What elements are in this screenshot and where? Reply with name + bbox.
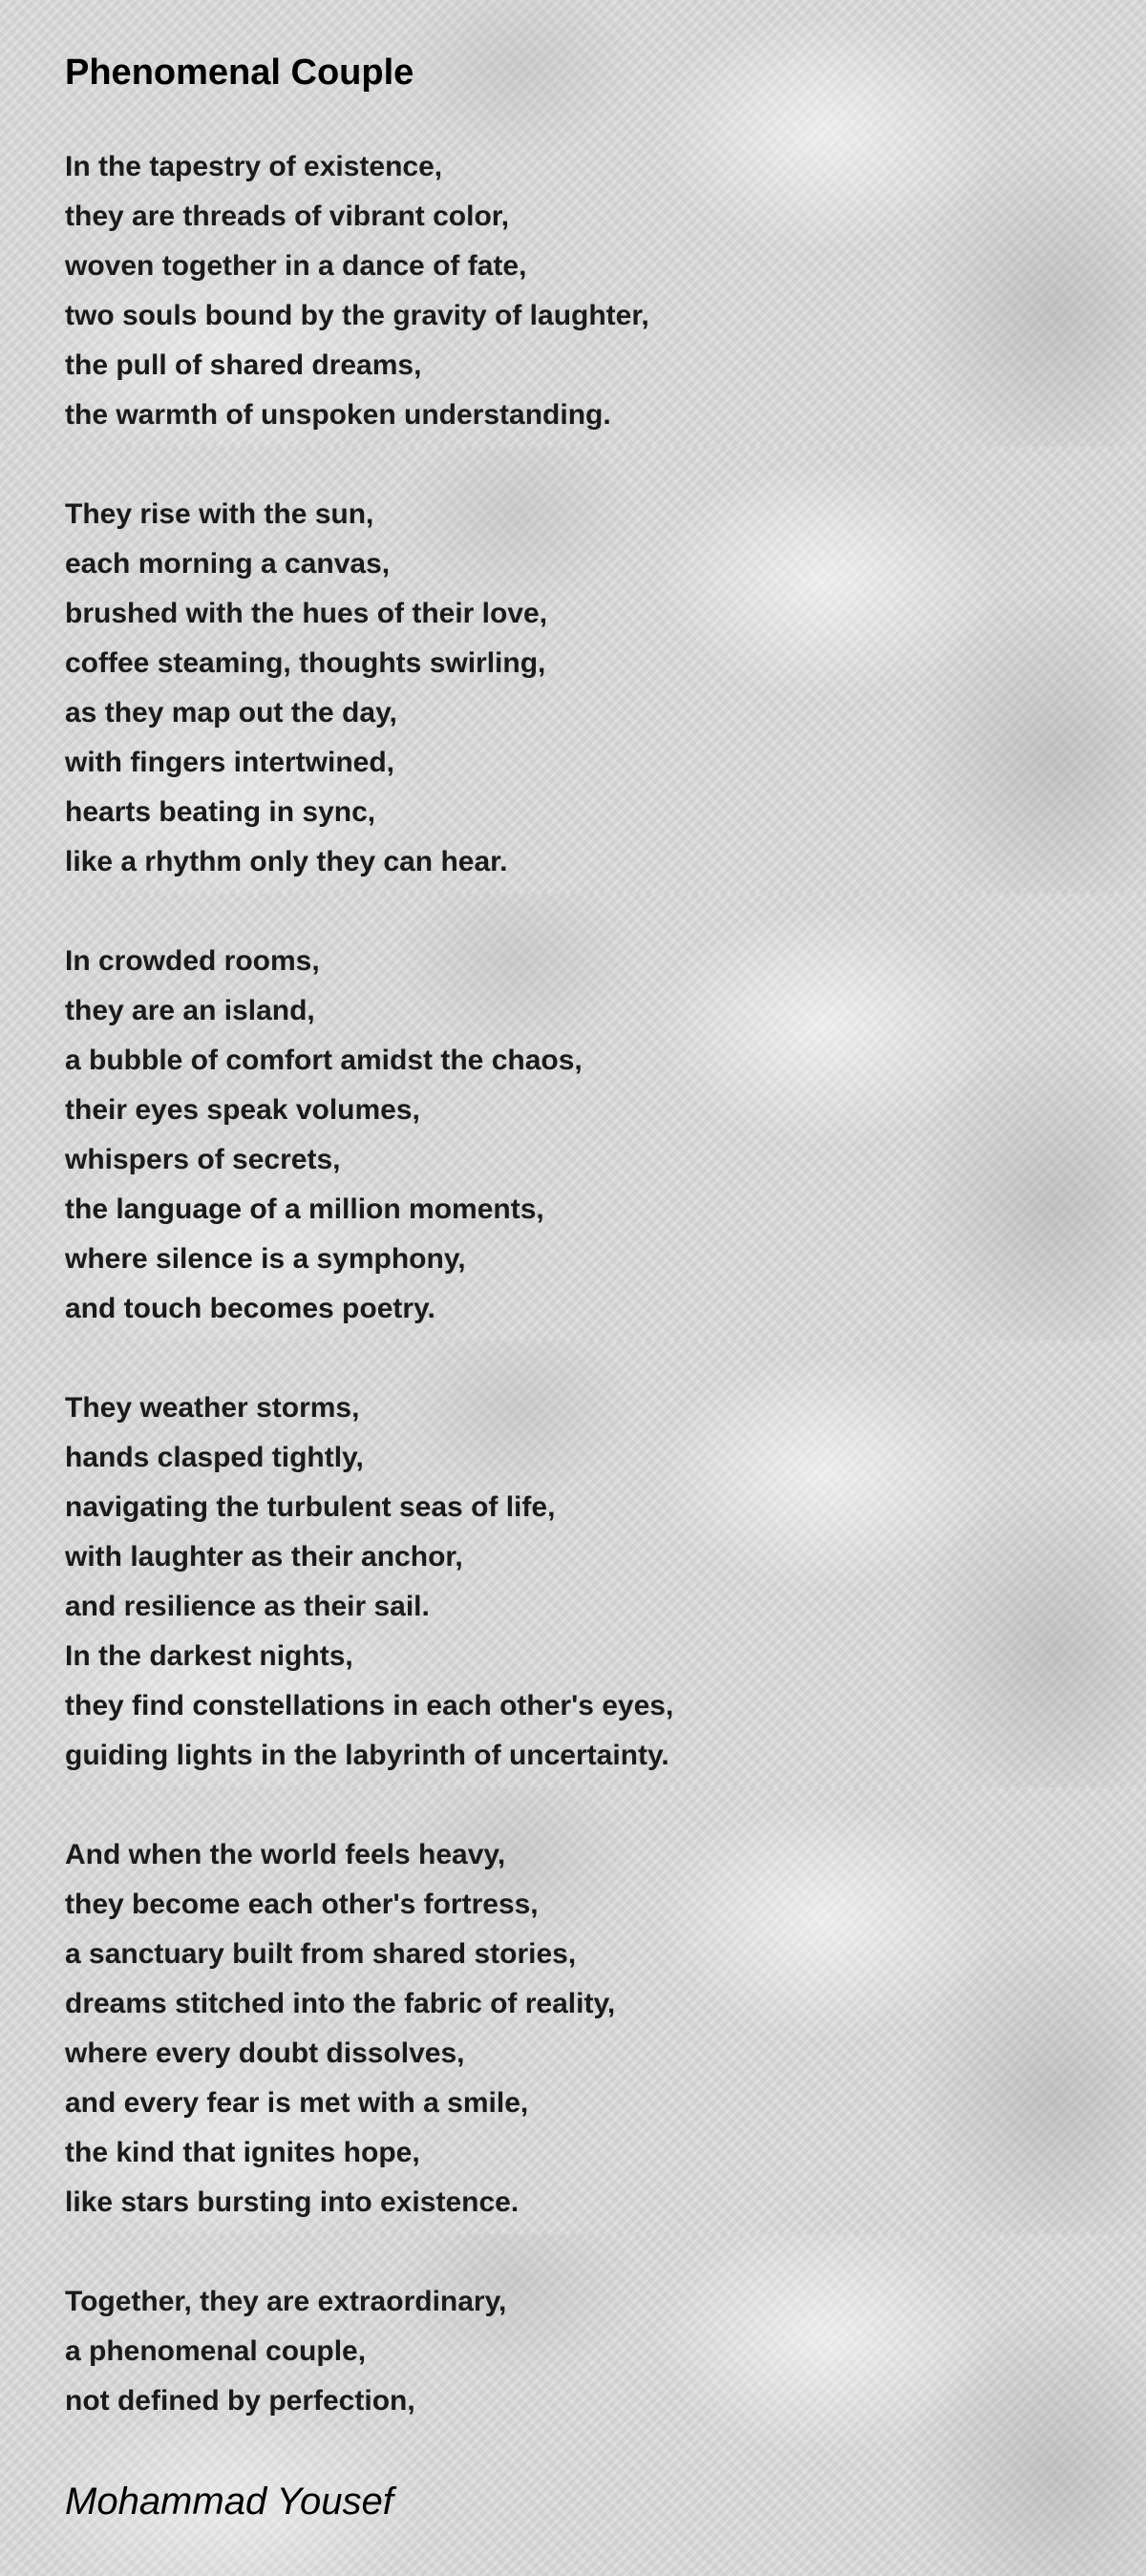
poem-line: coffee steaming, thoughts swirling,	[65, 647, 546, 679]
poem-line: the language of a million moments,	[65, 1193, 544, 1225]
poem-line: and touch becomes poetry.	[65, 1293, 435, 1324]
poem-line: their eyes speak volumes,	[65, 1094, 420, 1126]
poem-line: where silence is a symphony,	[65, 1243, 466, 1275]
stanza-2	[65, 490, 673, 887]
poem-line: and resilience as their sail.	[65, 1591, 430, 1622]
poem-line: like stars bursting into existence.	[65, 2186, 520, 2218]
poem-line: Together, they are extraordinary,	[65, 2286, 507, 2317]
poem-line: they find constellations in each other's eyes,	[65, 1690, 674, 1721]
poem-line: with laughter as their anchor,	[65, 1541, 463, 1573]
poem-line: each morning a canvas,	[65, 548, 391, 580]
stanza-3	[65, 937, 673, 1334]
poem-title: Phenomenal Couple	[65, 53, 414, 93]
poem-line: and every fear is met with a smile,	[65, 2087, 529, 2119]
poem-line: navigating the turbulent seas of life,	[65, 1491, 556, 1523]
poem-line: a sanctuary built from shared stories,	[65, 1938, 577, 1970]
poem-line: they become each other's fortress,	[65, 1889, 539, 1920]
poem-line: the warmth of unspoken understanding.	[65, 399, 611, 431]
poem-line: In crowded rooms,	[65, 945, 320, 977]
poem-line: In the darkest nights,	[65, 1640, 353, 1672]
poem-line: whispers of secrets,	[65, 1144, 341, 1175]
poem-line: like a rhythm only they can hear.	[65, 846, 508, 877]
poem-body	[65, 142, 673, 2476]
stanza-5	[65, 1830, 673, 2228]
poem-line: In the tapestry of existence,	[65, 151, 443, 182]
poem-line: as they map out the day,	[65, 697, 397, 728]
poem-line: they are threads of vibrant color,	[65, 201, 510, 232]
poem-line: a phenomenal couple,	[65, 2335, 367, 2367]
poem-line: They weather storms,	[65, 1392, 360, 1424]
poem-line: the pull of shared dreams,	[65, 349, 422, 381]
poem-line: where every doubt dissolves,	[65, 2038, 465, 2069]
poem-line: a bubble of comfort amidst the chaos,	[65, 1045, 583, 1076]
poem-line: hearts beating in sync,	[65, 796, 376, 828]
poem-line: with fingers intertwined,	[65, 747, 395, 778]
poem-line: woven together in a dance of fate,	[65, 250, 527, 282]
poem-line: brushed with the hues of their love,	[65, 598, 548, 629]
stanza-1	[65, 142, 673, 440]
poem-line: not defined by perfection,	[65, 2385, 415, 2417]
poem-line: the kind that ignites hope,	[65, 2137, 420, 2168]
poem-line: And when the world feels heavy,	[65, 1839, 506, 1870]
poem-line: two souls bound by the gravity of laughter,	[65, 300, 649, 331]
poem-line: They rise with the sun,	[65, 498, 374, 530]
poem-line: dreams stitched into the fabric of reality,	[65, 1988, 616, 2019]
poem-line: they are an island,	[65, 995, 315, 1026]
poem-author: Mohammad Yousef	[65, 2481, 393, 2523]
poem-line: hands clasped tightly,	[65, 1442, 364, 1473]
poem-line: guiding lights in the labyrinth of uncertainty.	[65, 1740, 669, 1771]
stanza-6	[65, 2277, 673, 2426]
stanza-4	[65, 1383, 673, 1781]
